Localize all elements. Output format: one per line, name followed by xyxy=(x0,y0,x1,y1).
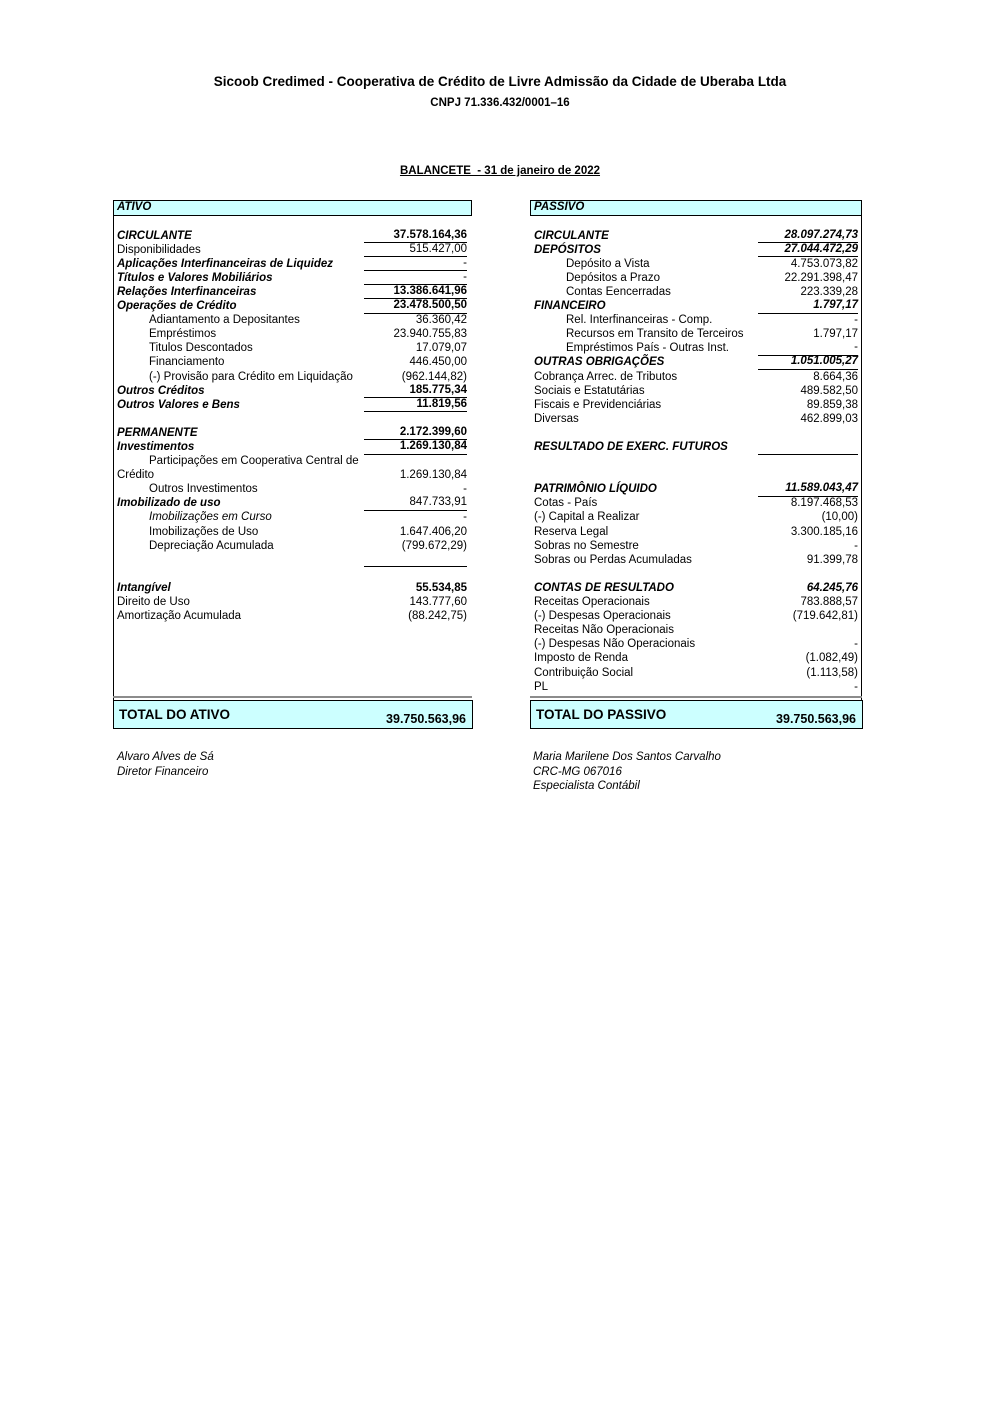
row-label: Títulos e Valores Mobiliários xyxy=(117,271,273,284)
signature-director-role: Diretor Financeiro xyxy=(117,765,209,778)
signature-director xyxy=(117,750,214,779)
report-title: BALANCETE - 31 de janeiro de 2022 xyxy=(399,165,601,177)
row-label: Sobras ou Perdas Acumuladas xyxy=(534,553,692,566)
table-row xyxy=(530,638,862,652)
row-value: 462.899,03 xyxy=(800,412,858,425)
row-value: - xyxy=(854,539,858,552)
table-row xyxy=(113,314,472,328)
row-label: Cotas - País xyxy=(534,497,598,510)
row-label: (-) Despesas Operacionais xyxy=(534,610,671,623)
signature-accountant-role: Especialista Contábil xyxy=(533,780,640,792)
table-row xyxy=(530,497,862,511)
row-label: Receitas Não Operacionais xyxy=(534,624,674,637)
row-value: 27.044.472,29 xyxy=(758,243,858,258)
table-row xyxy=(530,271,862,285)
blank-row xyxy=(530,469,862,483)
row-label: Direito de Uso xyxy=(117,596,190,609)
row-value: (1.113,58) xyxy=(806,666,858,679)
table-row xyxy=(113,356,472,370)
row-value: 37.578.164,36 xyxy=(364,229,467,244)
passivo-rows xyxy=(530,216,862,694)
row-label: Contribuição Social xyxy=(534,666,634,679)
row-value: 22.291.398,47 xyxy=(784,271,858,284)
blank-row xyxy=(530,567,862,581)
table-row xyxy=(530,595,862,609)
row-label: CIRCULANTE xyxy=(117,229,192,242)
ativo-table xyxy=(113,200,472,624)
table-row xyxy=(530,370,862,384)
company-cnpj: CNPJ 71.336.432/0001–16 xyxy=(430,97,570,109)
table-row xyxy=(530,680,862,694)
table-row xyxy=(113,243,472,257)
row-label: Crédito xyxy=(117,469,155,482)
row-label: DEPÓSITOS xyxy=(534,243,601,256)
table-row xyxy=(530,666,862,680)
row-value: - xyxy=(854,680,858,693)
row-value: - xyxy=(364,257,467,272)
total-passivo-value: 39.750.563,96 xyxy=(776,712,856,726)
row-label: Titulos Descontados xyxy=(149,342,253,355)
blank-row xyxy=(113,412,472,426)
row-value: 4.753.073,82 xyxy=(790,257,858,270)
table-row xyxy=(113,511,472,525)
table-row xyxy=(530,553,862,567)
row-value: - xyxy=(854,638,858,651)
table-row xyxy=(113,229,472,243)
table-row xyxy=(113,426,472,440)
ativo-rows xyxy=(113,216,472,624)
row-label: Reserva Legal xyxy=(534,525,609,538)
row-value: 1.797,17 xyxy=(758,299,858,314)
table-row xyxy=(113,384,472,398)
table-row xyxy=(113,595,472,609)
row-value: 847.733,91 xyxy=(364,496,467,511)
total-ativo-rule xyxy=(113,696,472,698)
row-value: 2.172.399,60 xyxy=(364,426,467,441)
row-label: Financiamento xyxy=(149,356,225,369)
table-row xyxy=(530,440,862,454)
ativo-section-header: ATIVO xyxy=(113,200,472,216)
row-value: - xyxy=(463,511,467,524)
row-value: 1.647.406,20 xyxy=(399,525,467,538)
row-label: Recursos em Transito de Terceiros xyxy=(566,328,744,341)
row-value: 23.478.500,50 xyxy=(364,299,467,314)
row-value: (1.082,49) xyxy=(805,652,858,665)
row-label: Imobilizações de Uso xyxy=(149,525,259,538)
table-row xyxy=(113,610,472,624)
row-value: (88.242,75) xyxy=(408,610,467,623)
row-value: 17.079,07 xyxy=(415,342,467,355)
row-label: Imobilizado de uso xyxy=(117,497,221,510)
row-label: Investimentos xyxy=(117,441,195,453)
signature-accountant-crc: CRC-MG 067016 xyxy=(533,765,622,778)
row-value: 1.269.130,84 xyxy=(364,440,467,455)
passivo-section-header: PASSIVO xyxy=(530,200,862,216)
table-row xyxy=(113,328,472,342)
table-row xyxy=(530,539,862,553)
table-row xyxy=(530,356,862,370)
row-value: 64.245,76 xyxy=(806,581,858,594)
row-value: 783.888,57 xyxy=(800,596,858,609)
row-value: 1.269.130,84 xyxy=(399,469,467,482)
signature-accountant-name: Maria Marilene Dos Santos Carvalho xyxy=(533,751,721,763)
table-row xyxy=(113,370,472,384)
row-label: RESULTADO DE EXERC. FUTUROS xyxy=(534,441,728,453)
table-row xyxy=(113,257,472,271)
row-label: FINANCEIRO xyxy=(534,300,606,313)
row-value: 36.360,42 xyxy=(415,314,467,327)
row-label: Diversas xyxy=(534,412,579,425)
row-value: 55.534,85 xyxy=(415,581,467,594)
row-label: Contas Eencerradas xyxy=(566,285,671,298)
row-value: 3.300.185,16 xyxy=(790,525,858,538)
table-row xyxy=(530,581,862,595)
row-label: Depósitos a Prazo xyxy=(566,271,660,284)
row-value: (962.144,82) xyxy=(401,370,467,383)
row-label: (-) Capital a Realizar xyxy=(534,511,640,524)
row-label: PERMANENTE xyxy=(117,426,198,439)
total-ativo-value: 39.750.563,96 xyxy=(386,712,466,726)
row-label: Relações Interfinanceiras xyxy=(117,285,257,298)
row-value: - xyxy=(854,314,858,327)
table-row xyxy=(530,342,862,356)
table-row xyxy=(113,455,472,469)
signature-accountant xyxy=(533,750,721,794)
row-label: Empréstimos País - Outras Inst. xyxy=(566,342,729,355)
row-value: 223.339,28 xyxy=(800,285,858,298)
total-passivo-label: TOTAL DO PASSIVO xyxy=(536,707,667,722)
table-row xyxy=(113,285,472,299)
table-row xyxy=(530,257,862,271)
row-label: CONTAS DE RESULTADO xyxy=(534,581,674,594)
company-title: Sicoob Credimed - Cooperativa de Crédito de Livre Admissão da Cidade de Uberaba Ltda xyxy=(213,74,787,89)
table-row xyxy=(530,285,862,299)
table-row xyxy=(530,243,862,257)
row-label: Receitas Operacionais xyxy=(534,596,650,609)
table-row xyxy=(113,469,472,483)
row-label: Fiscais e Previdenciárias xyxy=(534,398,662,411)
row-label: PL xyxy=(534,680,549,693)
row-value: 143.777,60 xyxy=(409,596,467,609)
row-value: - xyxy=(758,341,858,356)
row-label: PATRIMÔNIO LÍQUIDO xyxy=(534,483,657,496)
table-row xyxy=(530,624,862,638)
row-label: Amortização Acumulada xyxy=(117,610,242,623)
row-value: (10,00) xyxy=(821,511,858,524)
row-value: 446.450,00 xyxy=(409,356,467,369)
table-row xyxy=(113,483,472,497)
table-row xyxy=(113,299,472,313)
table-row xyxy=(113,440,472,454)
table-row xyxy=(530,483,862,497)
total-ativo-row xyxy=(113,700,473,729)
row-label: Rel. Interfinanceiras - Comp. xyxy=(566,314,713,327)
row-label: Depósito a Vista xyxy=(566,257,650,270)
table-row xyxy=(530,398,862,412)
row-value: - xyxy=(463,483,467,496)
blank-row xyxy=(113,567,472,581)
row-value: 28.097.274,73 xyxy=(758,229,858,244)
table-row xyxy=(113,398,472,412)
row-value: 11.589.043,47 xyxy=(758,482,858,497)
row-value: 1.051.005,27 xyxy=(758,355,858,370)
row-label: Outros Investimentos xyxy=(149,483,258,496)
passivo-table xyxy=(530,200,862,694)
row-label: Adiantamento a Depositantes xyxy=(149,314,300,327)
row-value: 89.859,38 xyxy=(806,398,858,411)
row-value: 8.664,36 xyxy=(813,370,858,383)
total-passivo-row xyxy=(530,700,863,729)
row-label: Intangível xyxy=(117,581,171,594)
row-label: Operações de Crédito xyxy=(117,300,237,313)
blank-row xyxy=(530,426,862,440)
row-label: Sociais e Estatutárias xyxy=(534,384,645,397)
table-row xyxy=(113,497,472,511)
row-value xyxy=(364,566,467,567)
signature-director-name: Alvaro Alves de Sá xyxy=(117,751,214,763)
row-label: Depreciação Acumulada xyxy=(149,539,274,552)
row-value: 489.582,50 xyxy=(800,384,858,397)
row-label: (-) Despesas Não Operacionais xyxy=(534,638,696,651)
row-label: CIRCULANTE xyxy=(534,229,609,242)
table-row xyxy=(530,328,862,342)
row-label: (-) Provisão para Crédito em Liquidação xyxy=(149,370,353,383)
row-value: 1.797,17 xyxy=(813,328,858,341)
table-row xyxy=(530,314,862,328)
total-ativo-label: TOTAL DO ATIVO xyxy=(119,707,230,722)
row-label: Outros Créditos xyxy=(117,384,205,397)
table-row xyxy=(530,229,862,243)
table-row xyxy=(113,581,472,595)
row-label: OUTRAS OBRIGAÇÕES xyxy=(534,356,665,369)
row-value: 515.427,00 xyxy=(364,243,467,258)
table-row xyxy=(530,652,862,666)
table-row xyxy=(530,525,862,539)
row-label: Participações em Cooperativa Central de xyxy=(149,455,359,468)
row-value: 185.775,34 xyxy=(364,384,467,399)
blank-row xyxy=(530,455,862,469)
row-value: 91.399,78 xyxy=(806,553,858,566)
table-row xyxy=(530,412,862,426)
row-label: Empréstimos xyxy=(149,328,217,341)
table-row xyxy=(113,271,472,285)
row-value: (719.642,81) xyxy=(792,610,858,623)
table-row xyxy=(530,610,862,624)
row-value: (799.672,29) xyxy=(401,539,467,552)
row-value xyxy=(758,454,858,455)
table-row xyxy=(113,342,472,356)
blank-row xyxy=(113,553,472,567)
row-label: Imposto de Renda xyxy=(534,652,628,665)
row-value: 23.940.755,83 xyxy=(393,328,467,341)
table-row xyxy=(113,525,472,539)
row-value: - xyxy=(364,271,467,286)
row-value: 13.386.641,96 xyxy=(364,285,467,300)
row-label: Disponibilidades xyxy=(117,243,201,256)
table-row xyxy=(530,511,862,525)
row-label: Imobilizações em Curso xyxy=(149,511,272,524)
row-value: 8.197.468,53 xyxy=(790,497,858,510)
row-value: 11.819,56 xyxy=(364,398,467,413)
row-label: Outros Valores e Bens xyxy=(117,398,240,411)
total-passivo-rule xyxy=(530,696,862,698)
table-row xyxy=(113,539,472,553)
table-row xyxy=(530,384,862,398)
row-label: Sobras no Semestre xyxy=(534,539,639,552)
row-label: Aplicações Interfinanceiras de Liquidez xyxy=(117,257,334,270)
row-label: Cobrança Arrec. de Tributos xyxy=(534,370,678,383)
table-row xyxy=(530,299,862,313)
